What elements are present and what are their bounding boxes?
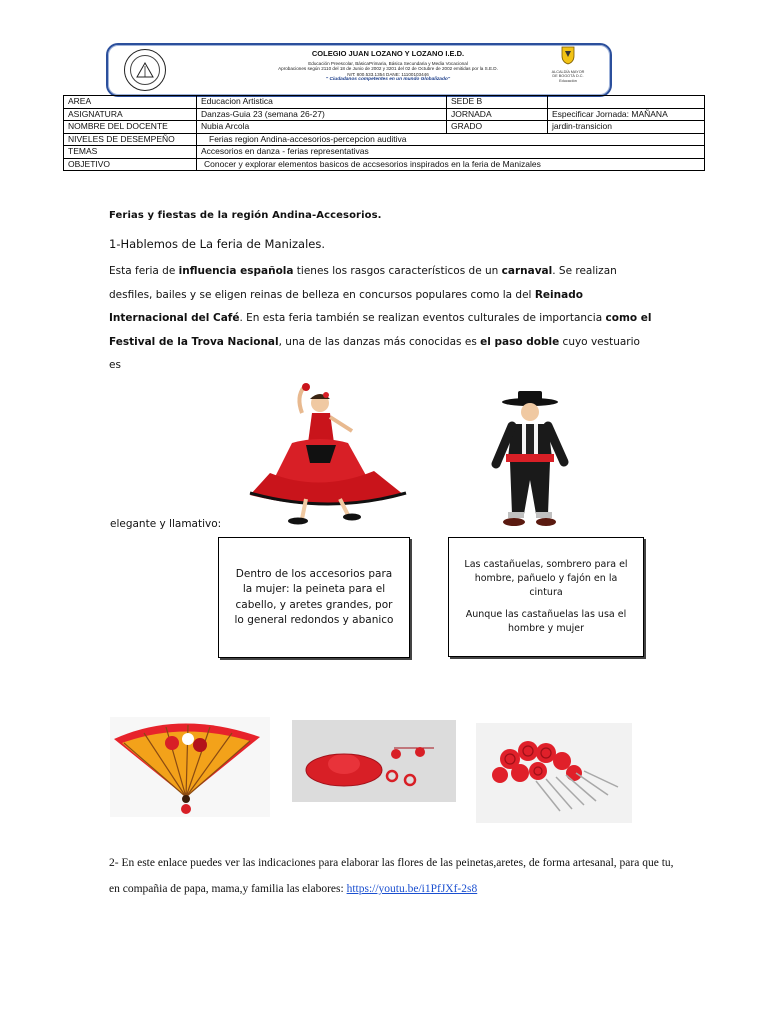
row-value-2 — [548, 96, 705, 109]
castanets-note-text: Aunque las castañuelas las usa el hombre y mujer — [465, 609, 627, 634]
spanish-fan-image — [110, 717, 270, 817]
row-label-2: SEDE B — [447, 96, 548, 109]
section-heading: 1-Hablemos de La feria de Manizales. — [109, 237, 325, 251]
men-accessories-text: Las castañuelas, sombrero para el hombre, pañuelo y fajón en la cintura — [464, 559, 628, 598]
row-label: NIVELES DE DESEMPEÑO — [64, 133, 197, 146]
school-info-lines — [228, 61, 548, 82]
table-row — [64, 158, 705, 171]
table-row — [64, 121, 705, 134]
paso-doble-boy-image — [478, 388, 578, 528]
row-label: NOMBRE DEL DOCENTE — [64, 121, 197, 134]
row-label: OBJETIVO — [64, 158, 197, 171]
school-info-line: Aprobaciones según 2110 del 18 de Junio de 2002 y 3201 del 02 de Octubre de 2002 emitidas por la S.E.D. — [278, 66, 498, 72]
hat-and-earrings-image — [292, 720, 456, 802]
table-row — [64, 96, 705, 109]
row-value-2: jardin-transicion — [548, 121, 705, 134]
row-value-2: Especificar Jornada: MAÑANA — [548, 108, 705, 121]
bogota-crest-logo: ALCALDÍA MAYOR DE BOGOTÁ D.C. Educación — [548, 45, 588, 89]
row-value: Danzas-Guia 23 (semana 26-27) — [197, 108, 447, 121]
school-name: COLEGIO JUAN LOZANO Y LOZANO I.E.D. — [311, 49, 465, 58]
school-info-line: Educación Preescolar, BásicaPrimaria, Básica Secundaria y Media Vocacional — [308, 61, 468, 66]
row-label: ASIGNATURA — [64, 108, 197, 121]
course-info-table — [63, 95, 705, 171]
video-tutorial-link[interactable]: https://youtu.be/i1PfJXf-2s8 — [346, 883, 478, 895]
women-accessories-box — [218, 537, 410, 658]
school-seal-logo — [124, 49, 166, 91]
row-label: TEMAS — [64, 146, 197, 159]
men-accessories-box — [448, 537, 644, 657]
women-accessories-text: Dentro de los accesorios para la mujer: la peineta para el cabello, y aretes grandes, por lo general redondos y abanico — [234, 567, 394, 626]
row-label: AREA — [64, 96, 197, 109]
peineta-comb-image — [476, 723, 632, 823]
table-row — [64, 133, 705, 146]
intro-paragraph: Esta feria de influencia española tienes los rasgos característicos de un carnaval. Se realizan desfiles, bailes y se eligen reinas de belleza en concursos populares como la del Reinado Internacional del Café. En esta feria también se realizan eventos culturales de importancia como el Festival de la Trova Nacional, una de las danzas más conocidas es el paso doble cuyo vestuario es — [109, 265, 652, 371]
row-label-2: JORNADA — [447, 108, 548, 121]
row-value: Conocer y explorar elementos basicos de accsesorios inspirados en la feria de Manizales — [197, 158, 705, 171]
page-title: Ferias y fiestas de la región Andina-Accesorios. — [109, 210, 382, 221]
paragraph-continuation: elegante y llamativo: — [110, 518, 222, 530]
step-two-text: 2- En este enlace puedes ver las indicaciones para elaborar las flores de las peinetas,aretes, de forma artesanal, para que tu, en compañia de papa, mama,y familia las elabores: — [109, 857, 674, 895]
flamenco-girl-image — [244, 383, 412, 528]
school-info-line: NIT: 800.533.1354 DANE: 11100103446 — [347, 71, 429, 77]
table-row — [64, 146, 705, 159]
school-header-banner — [106, 43, 612, 97]
row-value: Ferias region Andina-accesorios-percepcion auditiva — [197, 133, 705, 146]
row-label-2: GRADO — [447, 121, 548, 134]
step-two-paragraph — [109, 850, 679, 902]
school-motto: " Ciudadanos competentes en un mundo Globalizado" — [325, 77, 451, 83]
row-value: Nubia Arcola — [197, 121, 447, 134]
table-row — [64, 108, 705, 121]
row-value: Educacion Artistica — [197, 96, 447, 109]
row-value: Accesorios en danza - ferias representativas — [197, 146, 705, 159]
